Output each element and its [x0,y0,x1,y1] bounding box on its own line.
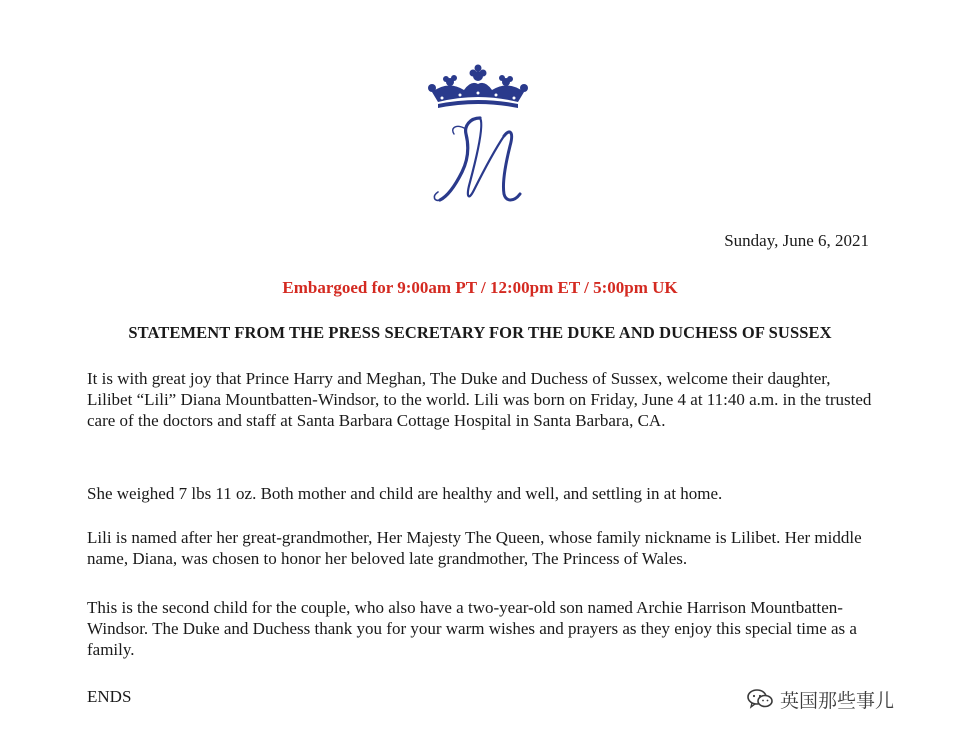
statement-heading: STATEMENT FROM THE PRESS SECRETARY FOR THE DUKE AND DUCHESS OF SUSSEX [128,323,832,342]
ends-marker: ENDS [87,687,132,706]
watermark-text: 英国那些事儿 [780,689,895,712]
letter-m-icon [434,118,520,200]
letter-date: Sunday, June 6, 2021 [724,231,869,250]
paragraph-family: This is the second child for the couple, who also have a two-year-old son named Archie Harrison Mountbatten-Windsor. The Duke and Duchess thank you for your warm wishes and prayers as they enjoy this special time as a family. [87,598,857,659]
paragraph-name-origin: Lili is named after her great-grandmother, Her Majesty The Queen, whose family nickname is Lilibet. Her middle name, Diana, was chosen to honor her beloved late grandmother, The Princess of Wales. [87,528,862,568]
wechat-icon [746,688,774,710]
embargo-notice: Embargoed for 9:00am PT / 12:00pm ET / 5:00pm UK [282,278,678,297]
watermark [746,686,894,712]
crown-icon [428,65,528,109]
paragraph-weight: She weighed 7 lbs 11 oz. Both mother and child are healthy and well, and settling in at home. [87,484,723,503]
crowned-m-monogram [418,62,538,212]
paragraph-announcement: It is with great joy that Prince Harry and Meghan, The Duke and Duchess of Sussex, welcome their daughter, Lilibet “Lili” Diana Mountbatten-Windsor, to the world. Lili was born on Friday, June 4 at 11:40 a.m. in the trusted care of the doctors and staff at Santa Barbara Cottage Hospital in Santa Barbara, CA. [87,369,872,430]
